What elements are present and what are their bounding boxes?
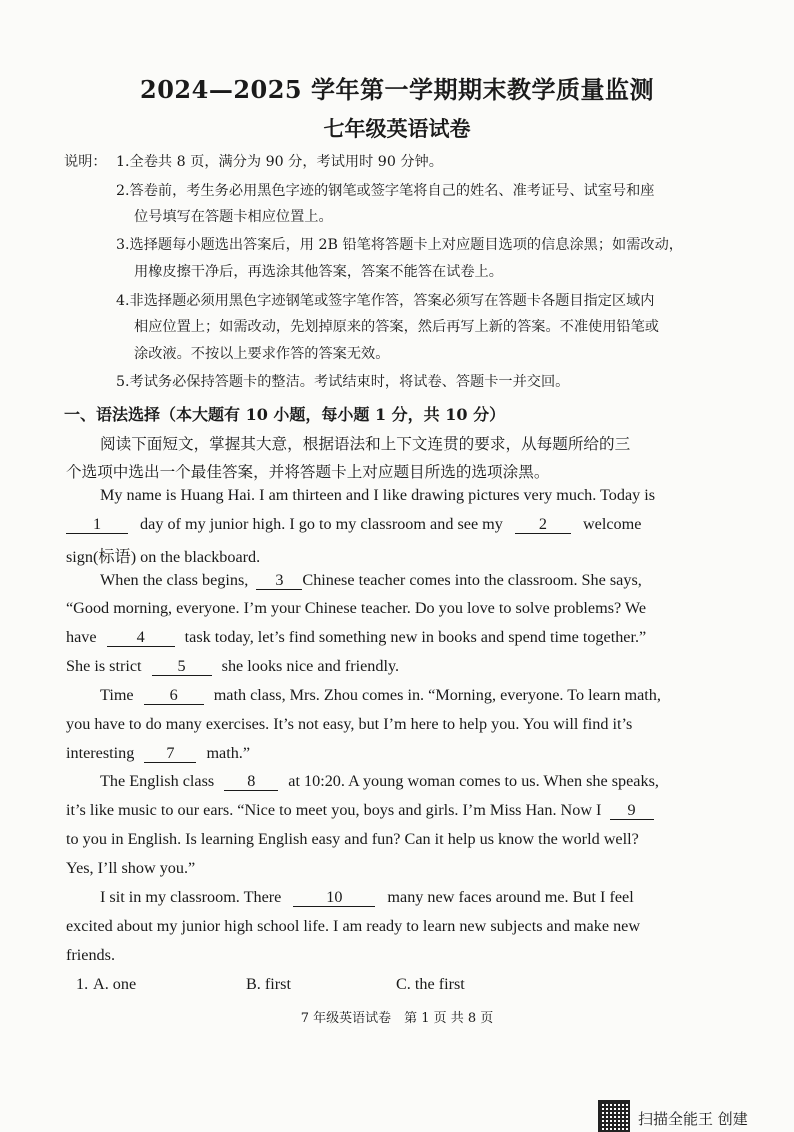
answer-blank: 7 xyxy=(144,745,196,763)
passage-line: The English class 8 at 10:20. A young woman comes to us. When she speaks, xyxy=(100,772,659,790)
answer-blank: 1 xyxy=(66,516,128,534)
section-heading: 一、语法选择（本大题有 10 小题，每小题 1 分，共 10 分） xyxy=(64,405,506,424)
answer-blank: 5 xyxy=(152,658,212,676)
scanner-watermark: 扫描全能王 创建 xyxy=(638,1110,748,1128)
passage-line: to you in English. Is learning English easy and fun? Can it help us know the world well? xyxy=(66,830,639,848)
passage-line: Yes, I’ll show you.” xyxy=(66,859,196,877)
option-c: C. the first xyxy=(396,975,465,993)
answer-blank: 10 xyxy=(293,889,375,907)
option-b: B. first xyxy=(246,975,291,993)
page-footer: 7 年级英语试卷 第 1 页 共 8 页 xyxy=(300,1011,494,1026)
instructions-label: 说明： xyxy=(64,154,107,170)
passage-line: My name is Huang Hai. I am thirteen and I like drawing pictures very much. Today is xyxy=(100,486,656,504)
instruction-line: 涂改液。不按以上要求作答的答案无效。 xyxy=(134,346,390,362)
answer-blank: 6 xyxy=(144,687,204,705)
section-instruction: 阅读下面短文，掌握其大意，根据语法和上下文连贯的要求，从每题所给的三 xyxy=(100,435,631,453)
instruction-line: 相应位置上；如需改动，先划掉原来的答案，然后再写上新的答案。不准使用铅笔或 xyxy=(134,319,659,335)
passage-line: 1 day of my junior high. I go to my classroom and see my 2 welcome xyxy=(66,515,641,534)
passage-line: “Good morning, everyone. I’m your Chinese teacher. Do you love to solve problems? We xyxy=(66,599,647,617)
exam-subtitle: 七年级英语试卷 xyxy=(323,116,471,141)
instruction-line: 4.非选择题必须用黑色字迹钢笔或签字笔作答，答案必须写在答题卡各题目指定区域内 xyxy=(116,293,655,309)
option-a: A. one xyxy=(93,975,137,993)
instruction-line: 位号填写在答题卡相应位置上。 xyxy=(134,209,333,225)
passage-line: you have to do many exercises. It’s not easy, but I’m here to help you. You will find it’s xyxy=(66,715,633,733)
answer-blank: 3 xyxy=(256,572,302,590)
exam-title: 2024—2025 学年第一学期期末教学质量监测 xyxy=(140,75,654,104)
question-number: 1. xyxy=(76,975,89,993)
passage-line: sign(标语) on the blackboard. xyxy=(66,548,261,566)
passage-line: it’s like music to our ears. “Nice to meet you, boys and girls. I’m Miss Han. Now I 9 xyxy=(66,801,654,820)
section-instruction: 个选项中选出一个最佳答案，并将答题卡上对应题目所选的选项涂黑。 xyxy=(66,463,550,481)
instruction-line: 2.答卷前，考生务必用黑色字迹的钢笔或签字笔将自己的姓名、准考证号、试室号和座 xyxy=(116,183,655,199)
passage-line: excited about my junior high school life. I am ready to learn new subjects and make new xyxy=(66,917,641,935)
answer-blank: 9 xyxy=(610,802,654,820)
qr-code-icon xyxy=(598,1100,630,1132)
passage-line: When the class begins, 3 Chinese teacher comes into the classroom. She says, xyxy=(100,571,642,589)
instruction-line: 用橡皮擦干净后，再选涂其他答案，答案不能答在试卷上。 xyxy=(134,264,503,280)
instruction-line: 1.全卷共 8 页，满分为 90 分，考试用时 90 分钟。 xyxy=(116,154,443,170)
passage-line: have 4 task today, let’s find something new in books and spend time together.” xyxy=(66,628,647,646)
answer-blank: 2 xyxy=(515,516,571,534)
passage-line: I sit in my classroom. There 10 many new faces around me. But I feel xyxy=(100,888,634,906)
instruction-line: 3.选择题每小题选出答案后，用 2B 铅笔将答题卡上对应题目选项的信息涂黑；如需改动， xyxy=(116,237,683,253)
passage-line: Time 6 math class, Mrs. Zhou comes in. “Morning, everyone. To learn math, xyxy=(100,686,661,704)
answer-blank: 4 xyxy=(107,629,175,647)
passage-line: She is strict 5 she looks nice and friendly. xyxy=(66,657,400,675)
instruction-line: 5.考试务必保持答题卡的整洁。考试结束时，将试卷、答题卡一并交回。 xyxy=(116,374,570,390)
passage-line: interesting 7 math.” xyxy=(66,744,251,762)
passage-line: friends. xyxy=(66,946,115,964)
answer-blank: 8 xyxy=(224,773,278,791)
